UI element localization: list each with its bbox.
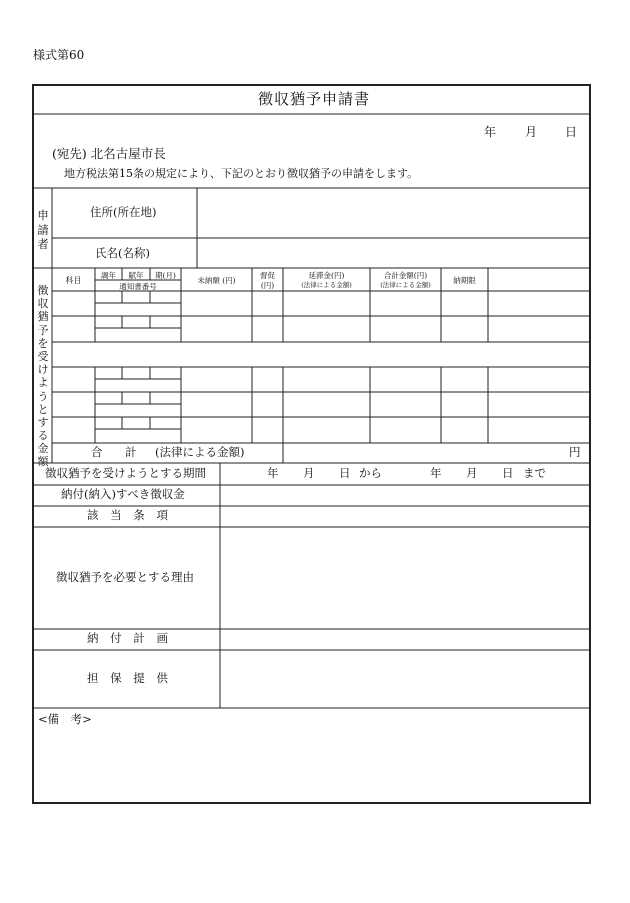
reason-label: 徴収猶予を必要とする理由 — [56, 570, 194, 584]
date-month: 月 — [525, 125, 538, 139]
payable-label: 納付(納入)すべき徴収金 — [61, 487, 185, 501]
header-subject: 科目 — [65, 276, 82, 285]
plan-field[interactable] — [221, 630, 589, 649]
header-tax-year: 賦年 — [128, 271, 144, 280]
period-to-suffix: まで — [523, 466, 546, 480]
total-unit: 円 — [569, 445, 581, 459]
clause-label: 該 当 条 項 — [87, 508, 172, 522]
header-total: 合計金額(円) — [383, 271, 428, 280]
header-fiscal-year: 調年 — [101, 271, 116, 280]
collateral-label: 担 保 提 供 — [87, 671, 172, 685]
plan-label: 納 付 計 画 — [87, 631, 172, 645]
addressee: (宛先) 北名古屋市長 — [52, 146, 166, 161]
clause-field[interactable] — [221, 507, 589, 526]
period-from-day: 日 — [339, 466, 351, 480]
remarks-label: <備 考> — [38, 712, 92, 726]
period-to-year: 年 — [430, 466, 442, 480]
form-number: 様式第60 — [33, 48, 85, 62]
remarks-field[interactable] — [34, 730, 589, 802]
form-title: 徴収猶予申請書 — [258, 90, 371, 108]
period-from-year: 年 — [267, 466, 279, 480]
amount-section-label: 徴 収 猶 予 を 受 け よ う と す る 金 額 — [37, 284, 49, 469]
header-delinquency-note: (法律による金額) — [301, 281, 352, 289]
payable-field[interactable] — [221, 486, 589, 505]
header-deadline: 納期限 — [453, 276, 476, 285]
period-from-month: 月 — [303, 466, 315, 480]
period-to-day: 日 — [502, 466, 514, 480]
total-label-b: 計 — [125, 445, 137, 459]
header-notice-number: 通知書番号 — [119, 282, 157, 291]
applicant-section-label: 申 請 者 — [37, 208, 49, 252]
date-day: 日 — [565, 125, 578, 139]
total-label-a: 合 — [91, 445, 103, 459]
name-label: 氏名(名称) — [95, 246, 150, 260]
total-label-note: (法律による金額) — [155, 445, 245, 459]
name-field[interactable] — [198, 239, 589, 267]
reason-field[interactable] — [221, 528, 589, 628]
total-amount-field[interactable] — [284, 444, 564, 462]
period-from-suffix: から — [359, 466, 382, 480]
address-field[interactable] — [198, 189, 589, 237]
intro-text: 地方税法第15条の規定により、下記のとおり徴収猶予の申請をします。 — [64, 167, 419, 180]
header-total-note: (法律による金額) — [380, 281, 431, 289]
header-demand-fee-unit: (円) — [260, 281, 275, 290]
header-unpaid: 未納額 (円) — [197, 276, 236, 285]
header-period: 期(月) — [155, 271, 176, 280]
period-label: 徴収猶予を受けようとする期間 — [45, 466, 206, 480]
header-demand-fee: 督促 — [260, 271, 275, 280]
date-year: 年 — [484, 125, 497, 139]
collateral-field[interactable] — [221, 651, 589, 707]
address-label: 住所(所在地) — [90, 205, 157, 219]
header-delinquency: 延滞金(円) — [308, 271, 345, 280]
period-to-month: 月 — [466, 466, 478, 480]
